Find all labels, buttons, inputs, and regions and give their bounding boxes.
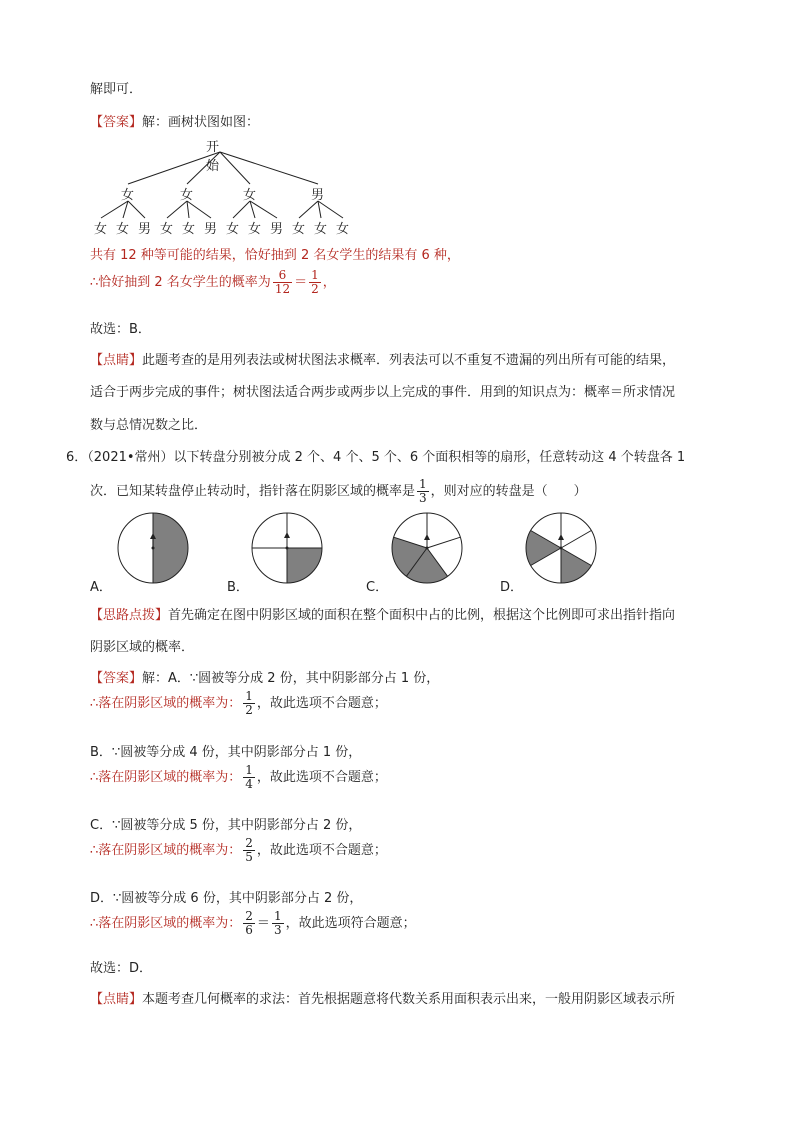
fraction: $\frac{1}{2}$: [311, 268, 319, 296]
tree-edge: [187, 201, 211, 218]
text-line: 解即可．: [90, 82, 143, 97]
tree-leaf: 男: [138, 222, 152, 237]
text-line: 共有 12 种等可能的结果，恰好抽到 2 名女学生的结果有 6 种，: [90, 248, 460, 263]
option-a-label: A．: [90, 580, 112, 595]
tree-edge: [187, 201, 189, 218]
dianjing-line: 【点睛】此题考查的是用列表法或树状图法求概率．列表法可以不重复不遗漏的列出所有可能的结果，: [90, 353, 676, 368]
fraction: $\frac{1}{2}$: [245, 689, 253, 717]
tree-leaf: 女: [314, 222, 328, 237]
answer-line: [90, 111, 259, 130]
option-b-label: B．: [227, 580, 249, 595]
tree-edge: [128, 201, 145, 218]
answer-tag: 【答案】: [90, 671, 143, 686]
answer-b-line: B．∵圆被等分成 4 份，其中阴影部分占 1 份，: [90, 745, 362, 760]
tree-leaf: 女: [182, 222, 196, 237]
text-line: 阴影区域的概率．: [90, 640, 195, 655]
dianjing-tag: 【点睛】: [90, 353, 143, 368]
spinner-d: [526, 513, 596, 583]
dianjing-line: 【点睛】本题考查几何概率的求法：首先根据题意将代数关系用面积表示出来，一般用阴影区域表示所: [90, 992, 676, 1007]
fraction: $\frac{2}{6}$: [245, 909, 253, 937]
question-line: 6．（2021•常州）以下转盘分别被分成 2 个、4 个、5 个、6 个面积相等的扇形，任意转动这 4 个转盘各 1: [66, 450, 686, 465]
tree-leaf: 男: [270, 222, 284, 237]
conclusion-d: ∴落在阴影区域的概率为： $\frac{2}{6}$ ＝ $\frac{1}{3}$ ，故此选项符合题意；: [90, 909, 416, 937]
conclusion-a: ∴落在阴影区域的概率为： $\frac{1}{2}$ ，故此选项不合题意；: [90, 689, 387, 717]
option-d-label: D．: [500, 580, 524, 595]
tree-leaf: 男: [204, 222, 218, 237]
answer-tag: 【答案】: [90, 115, 143, 130]
fraction: $\frac{2}{5}$: [245, 836, 253, 864]
text-line: 适合于两步完成的事件；树状图法适合两步或两步以上完成的事件．用到的知识点为：概率＝所求情况: [90, 385, 676, 400]
answer-text: 解：画树状图如图：: [142, 115, 260, 130]
tree-leaf: 女: [292, 222, 306, 237]
spinner-b: [252, 513, 322, 583]
tree-leaf: 女: [116, 222, 130, 237]
option-c-label: C．: [366, 580, 389, 595]
text-line: ∴恰好抽到 2 名女学生的概率为 $\frac{6}{12}$ ＝ $\frac{1}{2}$ ，: [90, 268, 336, 296]
tree-node: 女: [243, 188, 257, 203]
fraction: $\frac{1}{3}$: [273, 909, 282, 937]
conclusion-c: ∴落在阴影区域的概率为： $\frac{2}{5}$ ，故此选项不合题意；: [90, 836, 387, 864]
silu-tag: 【思路点拨】: [90, 608, 169, 623]
spinner-c: [392, 513, 462, 583]
tree-leaf: 女: [248, 222, 262, 237]
question-line: 次．已知某转盘停止转动时，指针落在阴影区域的概率是 $\frac{1}{3}$ ，则对应的转盘是（ ）: [90, 477, 587, 505]
final-answer: 故选：D．: [90, 961, 153, 976]
prob-text: ∴恰好抽到 2 名女学生的概率为: [90, 275, 271, 290]
tree-edge: [233, 201, 250, 218]
tree-node: 女: [180, 188, 194, 203]
answer-d-line: D．∵圆被等分成 6 份，其中阴影部分占 2 份，: [90, 891, 363, 906]
silu-line: 【思路点拨】首先确定在图中阴影区域的面积在整个面积中占的比例，根据这个比例即可求出指针指向: [90, 608, 676, 623]
fraction: $\frac{1}{4}$: [245, 763, 253, 791]
text-line: 数与总情况数之比．: [90, 418, 208, 433]
fraction: $\frac{1}{3}$: [419, 477, 427, 505]
answer-line: 【答案】解：A．∵圆被等分成 2 份，其中阴影部分占 1 份，: [90, 671, 440, 686]
tree-node: 女: [121, 188, 135, 203]
answer-c-line: C．∵圆被等分成 5 份，其中阴影部分占 2 份，: [90, 818, 362, 833]
conclusion-b: ∴落在阴影区域的概率为： $\frac{1}{4}$ ，故此选项不合题意；: [90, 763, 387, 791]
text-line: 故选：B．: [90, 322, 151, 337]
tree-edge: [318, 201, 343, 218]
tree-leaf: 女: [94, 222, 108, 237]
tree-edge: [299, 201, 318, 218]
spinner-a: [118, 513, 188, 583]
fraction: $\frac{6}{12}$: [274, 268, 291, 296]
tree-node: 男: [311, 188, 325, 203]
tree-root: 开始: [206, 140, 220, 174]
spinner-figures: [90, 508, 610, 598]
dianjing-tag: 【点睛】: [90, 992, 143, 1007]
tree-leaf: 女: [160, 222, 174, 237]
tree-edge: [318, 201, 321, 218]
tree-leaf: 女: [226, 222, 240, 237]
tree-edge: [167, 201, 187, 218]
tree-leaf: 女: [336, 222, 350, 237]
